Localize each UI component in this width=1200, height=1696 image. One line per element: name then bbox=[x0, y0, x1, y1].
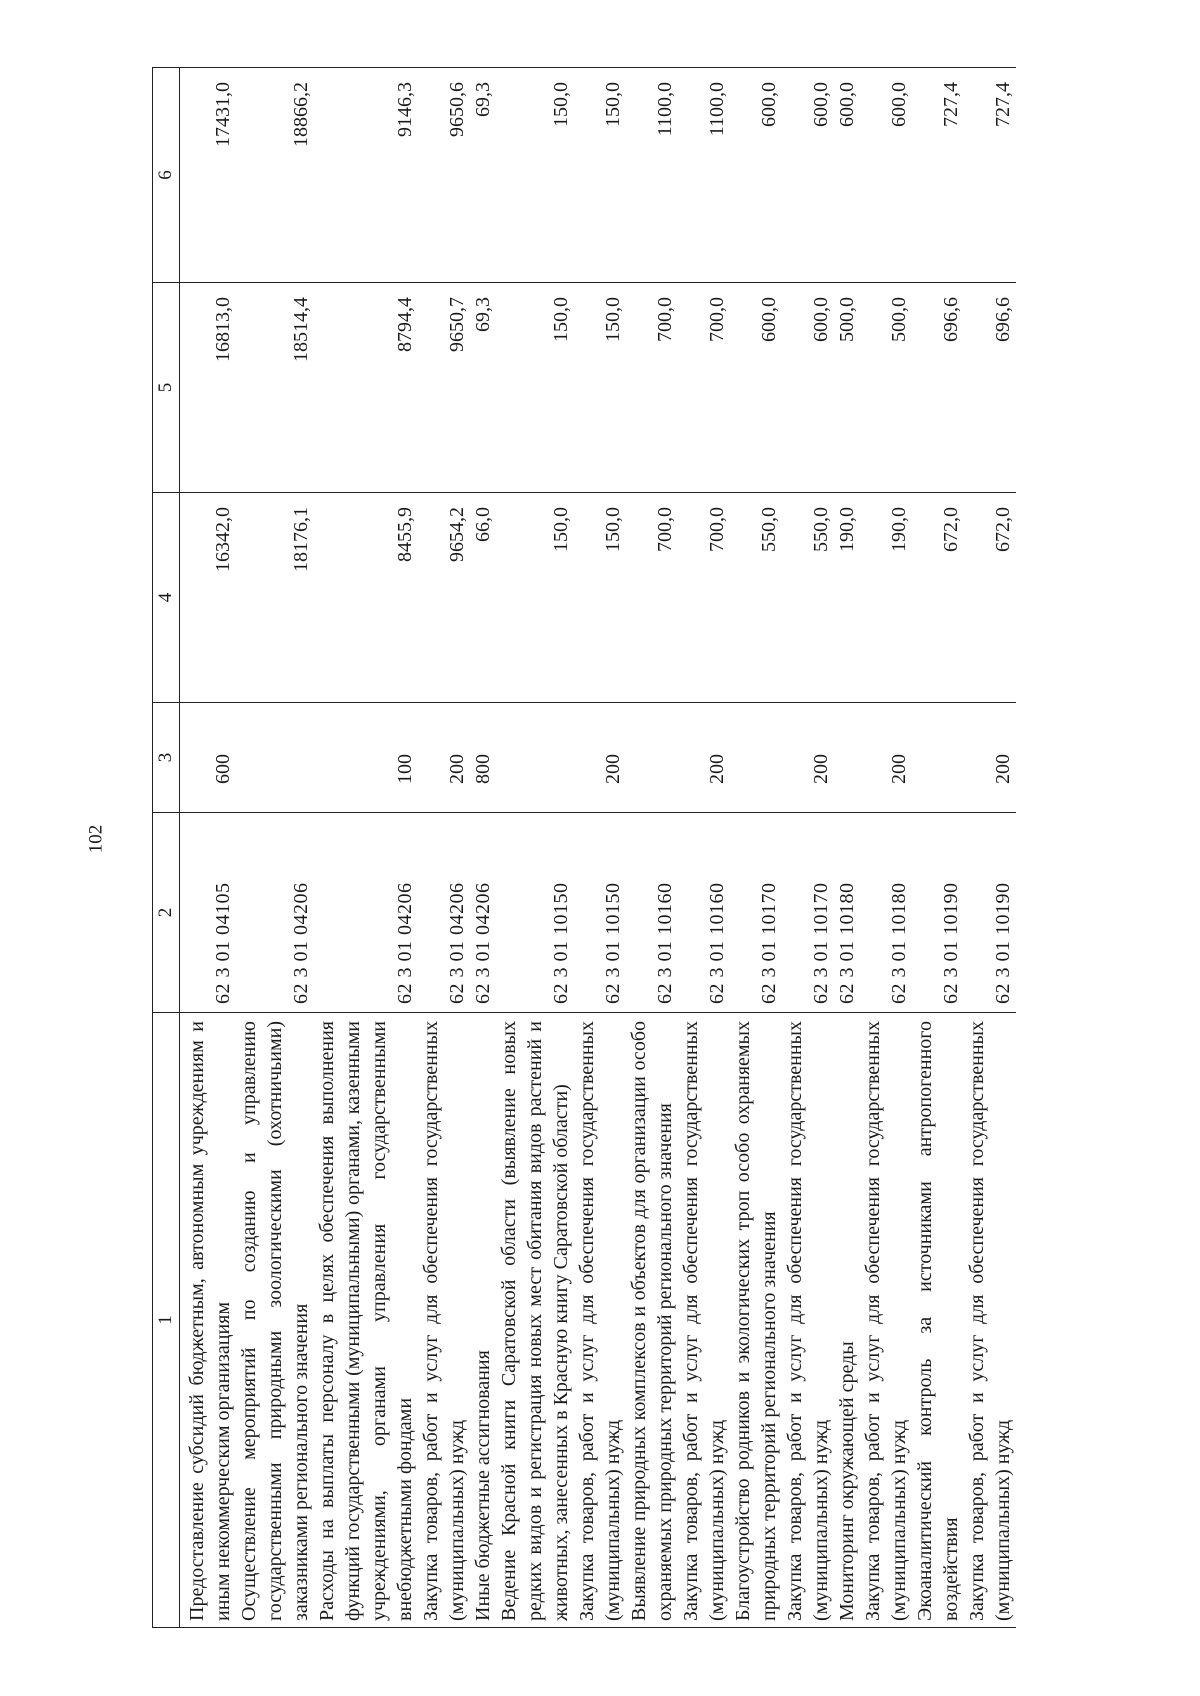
row-name-cell: Закупка товаров, работ и услуг для обеспечения государственных (муниципальных) нужд bbox=[862, 1021, 910, 1621]
table-row bbox=[180, 68, 237, 1628]
row-value-cell: 150,0 bbox=[574, 283, 626, 493]
row-value-cell: 150,0 bbox=[574, 68, 626, 283]
row-value-cell: 9654,2 bbox=[418, 493, 470, 703]
budget-table bbox=[152, 67, 1016, 1628]
row-value-cell: 600,0 bbox=[782, 68, 834, 283]
row-value-cell: 600,0 bbox=[782, 283, 834, 493]
row-vr-cell bbox=[834, 703, 860, 813]
table-row bbox=[574, 68, 626, 1628]
row-vr-cell bbox=[730, 703, 782, 813]
column-header: 2 bbox=[153, 813, 180, 1013]
row-value-cell: 66,0 bbox=[470, 493, 496, 703]
row-code-cell: 62 3 01 04206 bbox=[470, 813, 496, 1013]
page-number: 102 bbox=[85, 824, 107, 854]
row-vr-cell bbox=[236, 703, 314, 813]
row-value-cell: 700,0 bbox=[626, 283, 678, 493]
row-vr-cell: 200 bbox=[574, 703, 626, 813]
row-value-cell: 18514,4 bbox=[236, 283, 314, 493]
row-value-cell: 69,3 bbox=[470, 283, 496, 493]
row-value-cell: 1100,0 bbox=[626, 68, 678, 283]
row-vr-cell: 200 bbox=[782, 703, 834, 813]
row-value-cell: 1100,0 bbox=[678, 68, 730, 283]
column-header: 5 bbox=[153, 283, 180, 493]
column-header: 6 bbox=[153, 68, 180, 283]
row-value-cell: 190,0 bbox=[860, 493, 912, 703]
row-name-cell: Предоставление субсидий бюджетным, автономным учреждениям и иным некоммерческим организациям bbox=[186, 1021, 234, 1621]
table-header-row bbox=[153, 68, 180, 1628]
row-value-cell: 150,0 bbox=[574, 493, 626, 703]
row-name-cell: Осуществление мероприятий по созданию и управлению государственными природными зоологическими (охотничьими) заказниками регионального значения bbox=[238, 1021, 312, 1621]
row-vr-cell bbox=[626, 703, 678, 813]
row-value-cell: 700,0 bbox=[678, 493, 730, 703]
row-value-cell: 727,4 bbox=[912, 68, 964, 283]
row-value-cell: 600,0 bbox=[730, 283, 782, 493]
row-value-cell: 600,0 bbox=[860, 68, 912, 283]
row-code-cell: 62 3 01 04206 bbox=[236, 813, 314, 1013]
row-value-cell: 700,0 bbox=[678, 283, 730, 493]
row-value-cell: 17431,0 bbox=[180, 68, 237, 283]
table-row bbox=[730, 68, 782, 1628]
row-code-cell: 62 3 01 10150 bbox=[496, 813, 574, 1013]
row-name-cell: Закупка товаров, работ и услуг для обеспечения государственных (муниципальных) нужд bbox=[966, 1021, 1014, 1621]
row-value-cell: 16342,0 bbox=[180, 493, 237, 703]
row-name-cell: Ведение Красной книги Саратовской области (выявление новых редких видов и регистрация новых мест обитания видов растений и животных, занесенных в Красную книгу Саратовской области) bbox=[498, 1021, 572, 1621]
rotated-table-container bbox=[152, 68, 1162, 1628]
table-row bbox=[626, 68, 678, 1628]
row-value-cell: 600,0 bbox=[834, 68, 860, 283]
row-code-cell: 62 3 01 10150 bbox=[574, 813, 626, 1013]
table-row bbox=[236, 68, 314, 1628]
row-value-cell: 600,0 bbox=[730, 68, 782, 283]
row-value-cell: 18866,2 bbox=[236, 68, 314, 283]
row-code-cell: 62 3 01 10170 bbox=[782, 813, 834, 1013]
table-row bbox=[782, 68, 834, 1628]
row-value-cell: 727,4 bbox=[964, 68, 1016, 283]
table-row bbox=[314, 68, 418, 1628]
row-vr-cell: 200 bbox=[678, 703, 730, 813]
table-row bbox=[860, 68, 912, 1628]
table-row bbox=[418, 68, 470, 1628]
row-value-cell: 16813,0 bbox=[180, 283, 237, 493]
row-value-cell: 150,0 bbox=[496, 68, 574, 283]
table-body bbox=[180, 68, 1017, 1628]
table-row bbox=[964, 68, 1016, 1628]
row-value-cell: 9146,3 bbox=[314, 68, 418, 283]
column-header: 3 bbox=[153, 703, 180, 813]
table-row bbox=[496, 68, 574, 1628]
row-value-cell: 672,0 bbox=[964, 493, 1016, 703]
column-header: 1 bbox=[153, 1013, 180, 1628]
row-value-cell: 672,0 bbox=[912, 493, 964, 703]
row-name-cell: Закупка товаров, работ и услуг для обеспечения государственных (муниципальных) нужд bbox=[680, 1021, 728, 1621]
row-value-cell: 500,0 bbox=[834, 283, 860, 493]
row-value-cell: 8455,9 bbox=[314, 493, 418, 703]
row-name-cell: Выявление природных комплексов и объектов для организации особо охраняемых природных территорий регионального значения bbox=[628, 1021, 676, 1621]
row-name-cell: Мониторинг окружающей среды bbox=[836, 1341, 858, 1621]
table-row bbox=[834, 68, 860, 1628]
row-code-cell: 62 3 01 10170 bbox=[730, 813, 782, 1013]
row-value-cell: 9650,6 bbox=[418, 68, 470, 283]
table-row bbox=[470, 68, 496, 1628]
row-value-cell: 550,0 bbox=[782, 493, 834, 703]
row-vr-cell: 100 bbox=[314, 703, 418, 813]
column-header: 4 bbox=[153, 493, 180, 703]
row-value-cell: 550,0 bbox=[730, 493, 782, 703]
row-code-cell: 62 3 01 10190 bbox=[912, 813, 964, 1013]
row-name-cell: Закупка товаров, работ и услуг для обеспечения государственных (муниципальных) нужд bbox=[784, 1021, 832, 1621]
row-value-cell: 150,0 bbox=[496, 493, 574, 703]
table-row bbox=[678, 68, 730, 1628]
row-value-cell: 696,6 bbox=[912, 283, 964, 493]
row-code-cell: 62 3 01 10160 bbox=[678, 813, 730, 1013]
row-vr-cell: 200 bbox=[964, 703, 1016, 813]
row-value-cell: 8794,4 bbox=[314, 283, 418, 493]
row-code-cell: 62 3 01 04206 bbox=[418, 813, 470, 1013]
row-value-cell: 700,0 bbox=[626, 493, 678, 703]
row-name-cell: Экоаналитический контроль за источниками антропогенного воздействия bbox=[914, 1021, 962, 1621]
row-value-cell: 18176,1 bbox=[236, 493, 314, 703]
row-code-cell: 62 3 01 10180 bbox=[860, 813, 912, 1013]
row-value-cell: 190,0 bbox=[834, 493, 860, 703]
row-vr-cell: 200 bbox=[418, 703, 470, 813]
row-vr-cell: 200 bbox=[860, 703, 912, 813]
row-value-cell: 69,3 bbox=[470, 68, 496, 283]
row-name-cell: Иные бюджетные ассигнования bbox=[472, 1350, 494, 1621]
row-name-cell: Благоустройство родников и экологических троп особо охраняемых природных территорий регионального значения bbox=[732, 1021, 780, 1621]
row-code-cell: 62 3 01 10160 bbox=[626, 813, 678, 1013]
row-name-cell: Закупка товаров, работ и услуг для обеспечения государственных (муниципальных) нужд bbox=[576, 1021, 624, 1621]
row-code-cell: 62 3 01 04105 bbox=[180, 813, 237, 1013]
row-value-cell: 9650,7 bbox=[418, 283, 470, 493]
row-vr-cell: 600 bbox=[180, 703, 237, 813]
row-value-cell: 500,0 bbox=[860, 283, 912, 493]
row-vr-cell bbox=[496, 703, 574, 813]
table-row bbox=[912, 68, 964, 1628]
row-name-cell: Расходы на выплаты персоналу в целях обеспечения выполнения функций государственными (муниципальными) органами, казенными учреждениями, органами управления государственными внебюджетными фондами bbox=[316, 1021, 416, 1621]
row-code-cell: 62 3 01 10180 bbox=[834, 813, 860, 1013]
row-name-cell: Закупка товаров, работ и услуг для обеспечения государственных (муниципальных) нужд bbox=[420, 1021, 468, 1621]
row-code-cell: 62 3 01 04206 bbox=[314, 813, 418, 1013]
row-vr-cell bbox=[912, 703, 964, 813]
row-vr-cell: 800 bbox=[470, 703, 496, 813]
row-value-cell: 696,6 bbox=[964, 283, 1016, 493]
row-value-cell: 150,0 bbox=[496, 283, 574, 493]
row-code-cell: 62 3 01 10190 bbox=[964, 813, 1016, 1013]
